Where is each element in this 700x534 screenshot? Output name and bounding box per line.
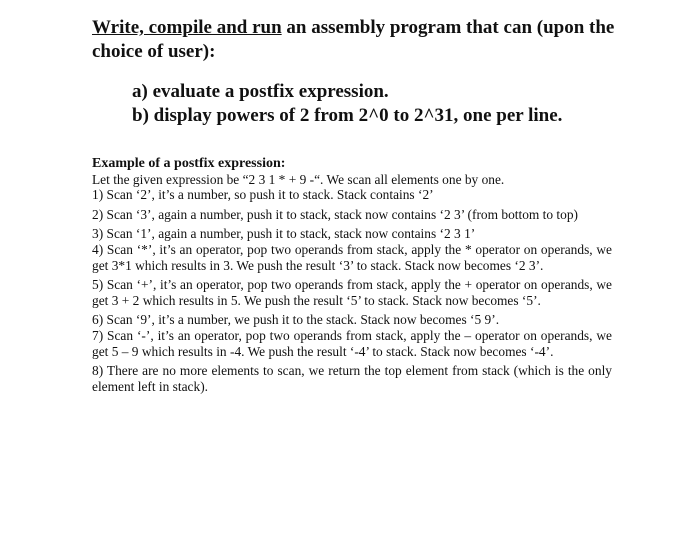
option-a: a) evaluate a postfix expression. (132, 81, 389, 102)
example-step-1: 1) Scan ‘2’, it’s a number, so push it to stack. Stack contains ‘2’ (92, 187, 434, 203)
postfix-example (92, 156, 612, 394)
assignment-heading (92, 16, 652, 64)
heading-underlined-part: Write, compile and run (92, 17, 282, 38)
example-step-8: 8) There are no more elements to scan, we return the top element from stack (which is the only element left in stack). (92, 363, 612, 394)
example-step-7: 7) Scan ‘-’, it’s an operator, pop two operands from stack, apply the – operator on operands, we get 5 – 9 which results in -4. We push the result ‘-4’ to stack. Stack now becomes ‘-4’. (92, 327, 612, 359)
example-step-4: 4) Scan ‘*’, it’s an operator, pop two operands from stack, apply the * operator on operands, we get 3*1 which results in 3. We push the result ‘3’ to stack. Stack now becomes ‘2 3’. (92, 241, 612, 273)
example-line-intro: Let the given expression be “2 3 1 * + 9 -“. We scan all elements one by one. (92, 171, 505, 187)
example-title: Example of a postfix expression: (92, 156, 286, 171)
heading-rest: an assembly program that can (upon the choice of user): (92, 17, 615, 62)
example-step-2: 2) Scan ‘3’, again a number, push it to stack, stack now contains ‘2 3’ (from bottom to top) (92, 206, 579, 222)
example-step-5: 5) Scan ‘+’, it’s an operator, pop two operands from stack, apply the + operator on operands, we get 3 + 2 which results in 5. We push the result ‘5’ to stack. Stack now becomes ‘5’. (92, 277, 612, 308)
example-step-6: 6) Scan ‘9’, it’s a number, we push it to the stack. Stack now becomes ‘5 9’. (92, 312, 500, 328)
example-step-3: 3) Scan ‘1’, again a number, push it to stack, stack now contains ‘2 3 1’ (92, 226, 476, 242)
option-b: b) display powers of 2 from 2^0 to 2^31, one per line. (132, 105, 563, 126)
